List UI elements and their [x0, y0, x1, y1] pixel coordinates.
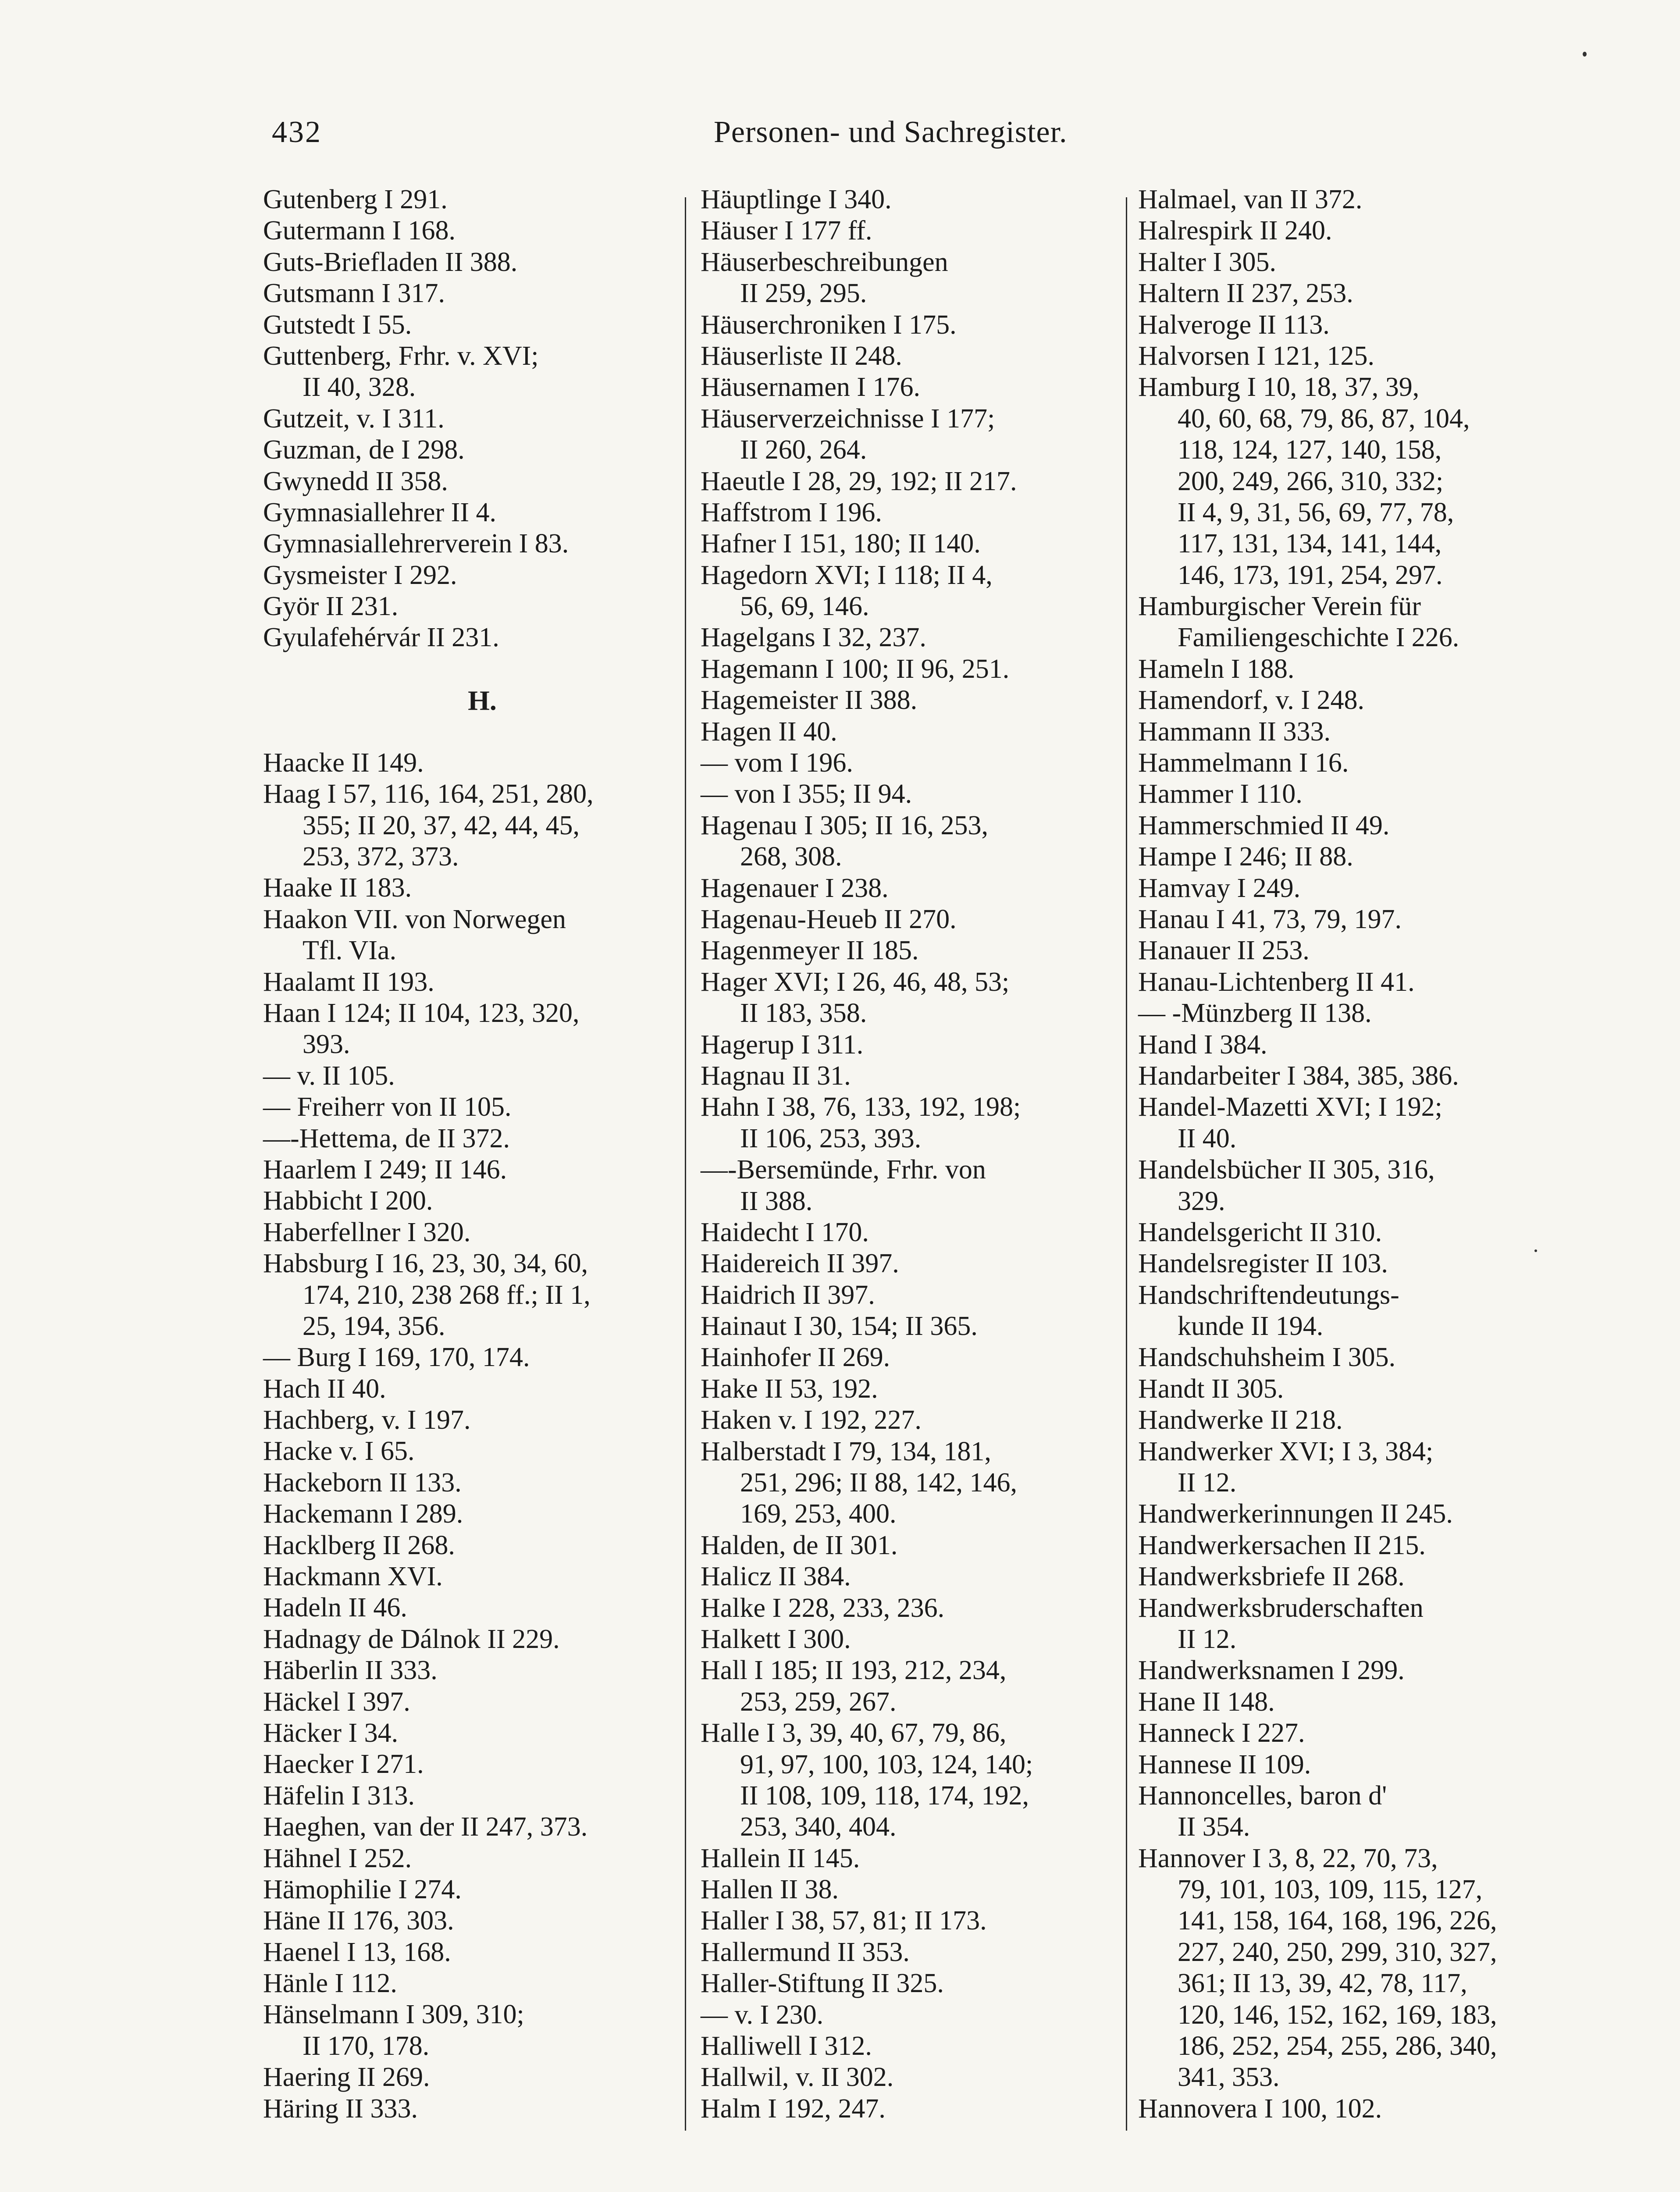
index-entry-continuation: 40, 60, 68, 79, 86, 87, 104, [1178, 403, 1470, 434]
index-entry: Handwerksbruderschaften [1138, 1593, 1424, 1623]
index-entry: Haalamt II 193. [263, 967, 434, 997]
index-entry-continuation: 186, 252, 254, 255, 286, 340, [1178, 2031, 1497, 2061]
index-entry: Hahn I 38, 76, 133, 192, 198; [701, 1092, 1021, 1122]
index-entry: Hallen II 38. [701, 1875, 839, 1905]
index-entry-continuation: 361; II 13, 39, 42, 78, 117, [1178, 1968, 1467, 1999]
index-entry: Hammann II 333. [1138, 716, 1331, 747]
index-entry: Häusernamen I 176. [701, 372, 920, 402]
index-entry-continuation: 117, 131, 134, 141, 144, [1178, 529, 1442, 559]
index-entry: Hallermund II 353. [701, 1937, 910, 1967]
index-entry-continuation: 253, 372, 373. [303, 842, 459, 872]
index-entry: Gymnasiallehrerverein I 83. [263, 529, 569, 559]
index-entry-continuation: 146, 173, 191, 254, 297. [1178, 560, 1443, 590]
index-entry-continuation: II 12. [1178, 1624, 1237, 1654]
index-entry-continuation: 25, 194, 356. [303, 1311, 445, 1341]
index-entry: Haller-Stiftung II 325. [701, 1968, 944, 1999]
index-entry: Hafner I 151, 180; II 140. [701, 529, 981, 559]
speck [1534, 1249, 1537, 1252]
index-entry: Habsburg I 16, 23, 30, 34, 60, [263, 1249, 588, 1279]
index-entry-continuation: II 40, 328. [303, 372, 416, 402]
index-entry: Hänselmann I 309, 310; [263, 2000, 524, 2030]
index-entry: Hackemann I 289. [263, 1499, 463, 1529]
index-entry: Handelsbücher II 305, 316, [1138, 1155, 1435, 1185]
index-entry-continuation: Tfl. VIa. [303, 936, 397, 966]
index-entry: Halliwell I 312. [701, 2031, 872, 2061]
index-entry: Haidecht I 170. [701, 1217, 869, 1247]
index-entry: Haakon VII. von Norwegen [263, 904, 566, 934]
index-entry: Hagerup I 311. [701, 1029, 864, 1060]
index-entry-continuation: 251, 296; II 88, 142, 146, [740, 1468, 1018, 1498]
index-entry: Hannoncelles, baron d' [1138, 1780, 1387, 1811]
index-entry-continuation: 268, 308. [740, 842, 842, 872]
index-entry: Hammer I 110. [1138, 779, 1303, 809]
index-entry-continuation: 91, 97, 100, 103, 124, 140; [740, 1749, 1033, 1779]
index-entry: Hall I 185; II 193, 212, 234, [701, 1655, 1007, 1686]
index-entry-continuation: 200, 249, 266, 310, 332; [1178, 466, 1444, 496]
index-entry-continuation: 174, 210, 238 268 ff.; II 1, [303, 1280, 591, 1310]
index-entry: Hähnel I 252. [263, 1843, 412, 1873]
index-entry-continuation: Familiengeschichte I 226. [1178, 623, 1459, 653]
index-entry: Haecker I 271. [263, 1749, 424, 1779]
index-entry-continuation: II 4, 9, 31, 56, 69, 77, 78, [1178, 497, 1454, 527]
index-entry: Gutenberg I 291. [263, 185, 448, 214]
index-entry: Hamburg I 10, 18, 37, 39, [1138, 372, 1420, 402]
index-entry: Hadnagy de Dálnok II 229. [263, 1624, 560, 1654]
index-entry: Guttenberg, Frhr. v. XVI; [263, 341, 539, 371]
index-entry: Hainhofer II 269. [701, 1342, 890, 1373]
index-entry-continuation: 118, 124, 127, 140, 158, [1178, 435, 1442, 465]
column-rule [1126, 197, 1127, 2131]
index-entry: Haacke II 149. [263, 747, 424, 778]
index-entry: Häuserliste II 248. [701, 341, 902, 371]
index-entry-continuation: II 260, 264. [740, 435, 867, 465]
section-heading: H. [468, 684, 497, 716]
index-entry: Haering II 269. [263, 2062, 430, 2092]
speck [1583, 52, 1587, 57]
index-entry: Györ II 231. [263, 591, 399, 622]
index-entry: Hämophilie I 274. [263, 1874, 462, 1904]
index-entry: Handwerksbriefe II 268. [1138, 1562, 1405, 1592]
index-entry: Haeutle I 28, 29, 192; II 217. [701, 466, 1017, 496]
index-entry-continuation: II 106, 253, 393. [740, 1123, 922, 1153]
index-entry: Handwerke II 218. [1138, 1405, 1343, 1435]
index-entry: Handschriftendeutungs- [1138, 1280, 1399, 1310]
index-entry: —-Bersemünde, Frhr. von [701, 1155, 986, 1185]
index-entry: Hackeborn II 133. [263, 1467, 462, 1498]
index-entry: Gutermann I 168. [263, 216, 456, 246]
index-entry: Haarlem I 249; II 146. [263, 1154, 507, 1185]
index-entry: Hane II 148. [1138, 1687, 1275, 1717]
index-entry: Haidereich II 397. [701, 1249, 899, 1279]
index-entry: Hach II 40. [263, 1374, 386, 1404]
index-entry: Hainaut I 30, 154; II 365. [701, 1311, 978, 1342]
index-entry-continuation: 329. [1178, 1186, 1225, 1216]
index-entry: Handwerkersachen II 215. [1138, 1530, 1426, 1560]
index-entry: Haller I 38, 57, 81; II 173. [701, 1906, 987, 1936]
index-entry: Häuptlinge I 340. [701, 185, 892, 214]
index-entry: Häberlin II 333. [263, 1655, 438, 1686]
index-entry: Hanau I 41, 73, 79, 197. [1138, 904, 1402, 934]
index-entry: Gyulafehérvár II 231. [263, 623, 499, 653]
index-entry: Hadeln II 46. [263, 1593, 407, 1623]
column-rule [685, 197, 686, 2131]
index-entry: Hampe I 246; II 88. [1138, 842, 1353, 872]
index-entry: Halden, de II 301. [701, 1530, 898, 1560]
index-entry-continuation: II 259, 295. [740, 278, 867, 309]
index-entry: Hallein II 145. [701, 1843, 860, 1873]
index-entry: Hammelmann I 16. [1138, 748, 1349, 778]
index-entry: Handelsgericht II 310. [1138, 1217, 1382, 1247]
index-entry: Hagnau II 31. [701, 1060, 851, 1091]
index-entry: Häfelin I 313. [263, 1780, 415, 1811]
index-entry: Hanauer II 253. [1138, 936, 1310, 966]
index-entry-continuation: kunde II 194. [1178, 1311, 1324, 1342]
index-entry: Hanneck I 227. [1138, 1718, 1305, 1748]
index-entry: Halicz II 384. [701, 1562, 851, 1592]
index-entry: Hagenau-Heueb II 270. [701, 904, 957, 934]
index-entry: Haffstrom I 196. [701, 497, 882, 527]
index-entry: Häuserverzeichnisse I 177; [701, 403, 995, 434]
index-entry: Hamvay I 249. [1138, 873, 1301, 903]
index-entry: Halkett I 300. [701, 1624, 851, 1654]
index-entry: Haenel I 13, 168. [263, 1937, 451, 1967]
index-entry: Gwynedd II 358. [263, 466, 448, 496]
index-entry: Halter I 305. [1138, 247, 1277, 277]
index-entry-continuation: II 108, 109, 118, 174, 192, [740, 1780, 1029, 1811]
index-entry: Hand I 384. [1138, 1029, 1267, 1060]
index-entry: —-Hettema, de II 372. [263, 1123, 510, 1153]
index-entry: Gymnasiallehrer II 4. [263, 497, 496, 527]
index-entry: Hake II 53, 192. [701, 1374, 878, 1404]
index-entry: Hannese II 109. [1138, 1749, 1311, 1779]
index-entry: Halrespirk II 240. [1138, 216, 1332, 246]
index-entry: Gutzeit, v. I 311. [263, 403, 445, 434]
index-entry: — von I 355; II 94. [701, 779, 912, 809]
index-entry: Hannovera I 100, 102. [1138, 2093, 1382, 2124]
index-entry-continuation: 253, 259, 267. [740, 1687, 897, 1717]
index-entry-continuation: II 12. [1178, 1468, 1237, 1498]
index-entry-continuation: 341, 353. [1178, 2062, 1280, 2092]
index-entry: Hachberg, v. I 197. [263, 1405, 471, 1435]
index-entry: Haake II 183. [263, 873, 412, 903]
index-entry-continuation: 169, 253, 400. [740, 1499, 897, 1529]
index-entry: Hallwil, v. II 302. [701, 2062, 894, 2092]
index-entry: Gutsmann I 317. [263, 278, 445, 309]
index-entry: Guts-Briefladen II 388. [263, 247, 518, 277]
index-entry: Hager XVI; I 26, 46, 48, 53; [701, 967, 1010, 997]
index-entry: Haidrich II 397. [701, 1280, 875, 1310]
page-header [0, 115, 1680, 163]
index-entry: Hagemeister II 388. [701, 685, 918, 715]
index-entry: — v. II 105. [263, 1060, 395, 1091]
index-entry: Hagelgans I 32, 237. [701, 623, 926, 653]
index-entry-continuation: 253, 340, 404. [740, 1812, 897, 1842]
index-entry: Häckel I 397. [263, 1687, 410, 1717]
index-entry: Hamendorf, v. I 248. [1138, 685, 1364, 715]
index-entry: Haberfellner I 320. [263, 1217, 471, 1247]
index-entry-continuation: 355; II 20, 37, 42, 44, 45, [303, 810, 580, 840]
index-entry-continuation: II 40. [1178, 1123, 1237, 1153]
index-entry: Halke I 228, 233, 236. [701, 1593, 945, 1623]
index-entry: Habbicht I 200. [263, 1186, 433, 1216]
index-entry: Haan I 124; II 104, 123, 320, [263, 998, 580, 1028]
index-entry-continuation: 141, 158, 164, 168, 196, 226, [1178, 1906, 1497, 1936]
index-entry-continuation: 56, 69, 146. [740, 591, 869, 622]
index-entry: Hacklberg II 268. [263, 1530, 455, 1560]
index-entry-continuation: II 388. [740, 1186, 813, 1216]
index-entry: Gutstedt I 55. [263, 310, 412, 340]
index-entry: Handel-Mazetti XVI; I 192; [1138, 1092, 1442, 1122]
index-entry: Handwerksnamen I 299. [1138, 1655, 1405, 1686]
index-entry: Haltern II 237, 253. [1138, 278, 1353, 309]
index-entry: Halmael, van II 372. [1138, 185, 1363, 214]
index-entry: Hannover I 3, 8, 22, 70, 73, [1138, 1843, 1438, 1873]
index-entry: Halvorsen I 121, 125. [1138, 341, 1374, 371]
page-number: 432 [272, 115, 322, 149]
index-entry-continuation: 227, 240, 250, 299, 310, 327, [1178, 1937, 1497, 1967]
index-entry: Hagen II 40. [701, 716, 837, 747]
index-entry: Handelsregister II 103. [1138, 1249, 1388, 1279]
index-entry: Häcker I 34. [263, 1718, 399, 1748]
index-entry-continuation: II 354. [1178, 1812, 1250, 1842]
index-column-1 [263, 184, 675, 2124]
index-entry: Häuserchroniken I 175. [701, 310, 957, 340]
index-entry: Halle I 3, 39, 40, 67, 79, 86, [701, 1718, 1007, 1748]
index-entry: Häring II 333. [263, 2093, 418, 2124]
index-entry: Haag I 57, 116, 164, 251, 280, [263, 779, 594, 809]
index-entry-continuation: II 183, 358. [740, 998, 867, 1028]
index-entry: Hanau-Lichtenberg II 41. [1138, 967, 1415, 997]
index-entry-continuation: 393. [303, 1029, 350, 1060]
index-entry-continuation: II 170, 178. [303, 2031, 430, 2061]
index-entry: — Burg I 169, 170, 174. [263, 1342, 530, 1373]
index-entry: Hagedorn XVI; I 118; II 4, [701, 560, 993, 590]
index-column-2 [701, 184, 1130, 2124]
index-entry-continuation: 79, 101, 103, 109, 115, 127, [1178, 1875, 1483, 1905]
index-entry: — v. I 230. [701, 2000, 824, 2030]
index-entry: Hameln I 188. [1138, 654, 1295, 684]
index-entry: Hänle I 112. [263, 1968, 397, 1999]
index-entry: Hagemann I 100; II 96, 251. [701, 654, 1010, 684]
index-column-3 [1138, 184, 1577, 2124]
running-head: Personen- und Sachregister. [714, 115, 1068, 149]
index-entry: — Freiherr von II 105. [263, 1092, 512, 1122]
index-entry: Guzman, de I 298. [263, 435, 465, 465]
index-entry: Handschuhsheim I 305. [1138, 1342, 1396, 1373]
index-entry: Hagenmeyer II 185. [701, 936, 919, 966]
index-entry: Gysmeister I 292. [263, 560, 457, 590]
index-entry: Halberstadt I 79, 134, 181, [701, 1436, 991, 1466]
index-entry: Häne II 176, 303. [263, 1906, 454, 1936]
index-entry: Halveroge II 113. [1138, 310, 1330, 340]
index-entry: Hackmann XVI. [263, 1562, 443, 1592]
index-entry: Halm I 192, 247. [701, 2093, 886, 2124]
index-entry: Handarbeiter I 384, 385, 386. [1138, 1060, 1459, 1091]
index-entry: Haeghen, van der II 247, 373. [263, 1812, 588, 1842]
index-entry: — vom I 196. [701, 748, 853, 778]
index-entry: Häuserbeschreibungen [701, 247, 948, 277]
index-entry: — -Münzberg II 138. [1138, 998, 1372, 1028]
index-entry: Hagenauer I 238. [701, 873, 889, 903]
index-entry: Hammerschmied II 49. [1138, 810, 1390, 840]
index-entry: Hamburgischer Verein für [1138, 591, 1421, 622]
index-entry: Haken v. I 192, 227. [701, 1405, 922, 1435]
index-entry: Handwerkerinnungen II 245. [1138, 1499, 1453, 1529]
index-entry: Handt II 305. [1138, 1374, 1284, 1404]
index-entry-continuation: 120, 146, 152, 162, 169, 183, [1178, 2000, 1497, 2030]
index-entry: Handwerker XVI; I 3, 384; [1138, 1436, 1434, 1466]
index-entry: Hagenau I 305; II 16, 253, [701, 810, 988, 840]
index-entry: Häuser I 177 ff. [701, 216, 872, 246]
index-entry: Hacke v. I 65. [263, 1436, 415, 1466]
